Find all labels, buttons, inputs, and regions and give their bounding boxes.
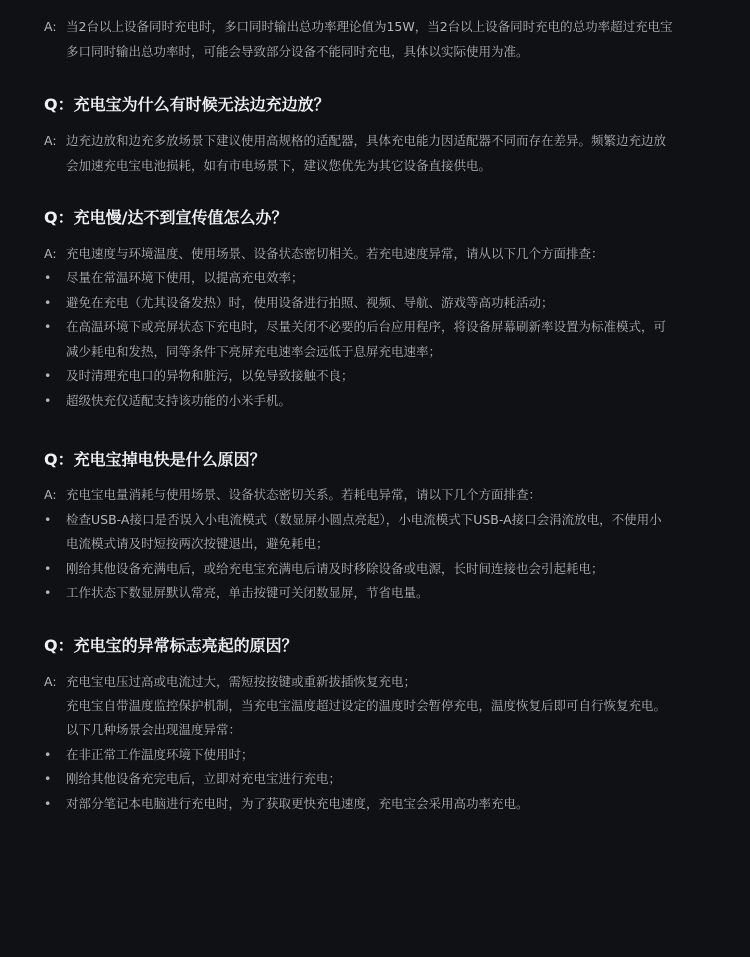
bullet-item: • 工作状态下数显屏默认常亮，单击按键可关闭数显屏，节省电量。: [44, 585, 429, 600]
faq-question: Q：充电宝为什么有时候无法边充边放？: [44, 95, 330, 114]
faq-question: Q：充电宝掉电快是什么原因？: [44, 450, 266, 469]
bullet-item: • 尽量在常温环境下使用，以提高充电效率；: [44, 270, 304, 285]
answer-line: 多口同时输出总功率时，可能会导致部分设备不能同时充电，具体以实际使用为准。: [66, 44, 529, 59]
answer-line: 充电宝自带温度监控保护机制，当充电宝温度超过设定的温度时会暂停充电，温度恢复后即可自行恢复充电。: [66, 698, 667, 713]
answer-line: A: 充电宝电压过高或电流过大，需短按按键或重新拔插恢复充电；: [44, 674, 417, 689]
answer-line: A: 当2台以上设备同时充电时，多口同时输出总功率理论值为15W，当2台以上设备同时充电的总功率超过充电宝: [44, 19, 673, 34]
faq-question: Q：充电宝的异常标志亮起的原因？: [44, 636, 298, 655]
answer-line: 以下几种场景会出现温度异常：: [66, 722, 242, 737]
bullet-item: • 及时清理充电口的异物和脏污，以免导致接触不良；: [44, 368, 354, 383]
bullet-item: • 在高温环境下或亮屏状态下充电时，尽量关闭不必要的后台应用程序，将设备屏幕刷新率设置为标准模式，可: [44, 319, 667, 334]
faq-question: Q：充电慢/达不到宣传值怎么办？: [44, 208, 288, 227]
bullet-item-cont: 电流模式请及时短按两次按键退出，避免耗电；: [66, 536, 329, 551]
bullet-item: • 刚给其他设备充满电后，或给充电宝充满电后请及时移除设备或电源，长时间连接也会引起耗电；: [44, 561, 604, 576]
bullet-item: • 在非正常工作温度环境下使用时；: [44, 747, 254, 762]
bullet-item: • 对部分笔记本电脑进行充电时，为了获取更快充电速度，充电宝会采用高功率充电。: [44, 796, 529, 811]
bullet-item: • 超级快充仅适配支持该功能的小米手机。: [44, 393, 292, 408]
answer-line: 会加速充电宝电池损耗，如有市电场景下，建议您优先为其它设备直接供电。: [66, 158, 492, 173]
bullet-item: • 刚给其他设备充完电后，立即对充电宝进行充电；: [44, 771, 342, 786]
clipped-top-question: [44, 0, 444, 6]
answer-line: A: 充电速度与环境温度、使用场景、设备状态密切相关。若充电速度异常，请从以下几个方面排查：: [44, 246, 604, 261]
answer-line: A: 充电宝电量消耗与使用场景、设备状态密切关系。若耗电异常，请以下几个方面排查：: [44, 487, 542, 502]
bullet-item: • 避免在充电（尤其设备发热）时，使用设备进行拍照、视频、导航、游戏等高功耗活动；: [44, 295, 554, 310]
bullet-item-cont: 减少耗电和发热，同等条件下亮屏充电速率会远低于息屏充电速率；: [66, 344, 442, 359]
answer-line: A: 边充边放和边充多放场景下建议使用高规格的适配器，具体充电能力因适配器不同而存在差异。频繁边充边放: [44, 133, 667, 148]
bullet-item: • 检查USB-A接口是否误入小电流模式（数显屏小圆点亮起），小电流模式下USB-A接口会涓流放电，不使用小: [44, 512, 662, 527]
